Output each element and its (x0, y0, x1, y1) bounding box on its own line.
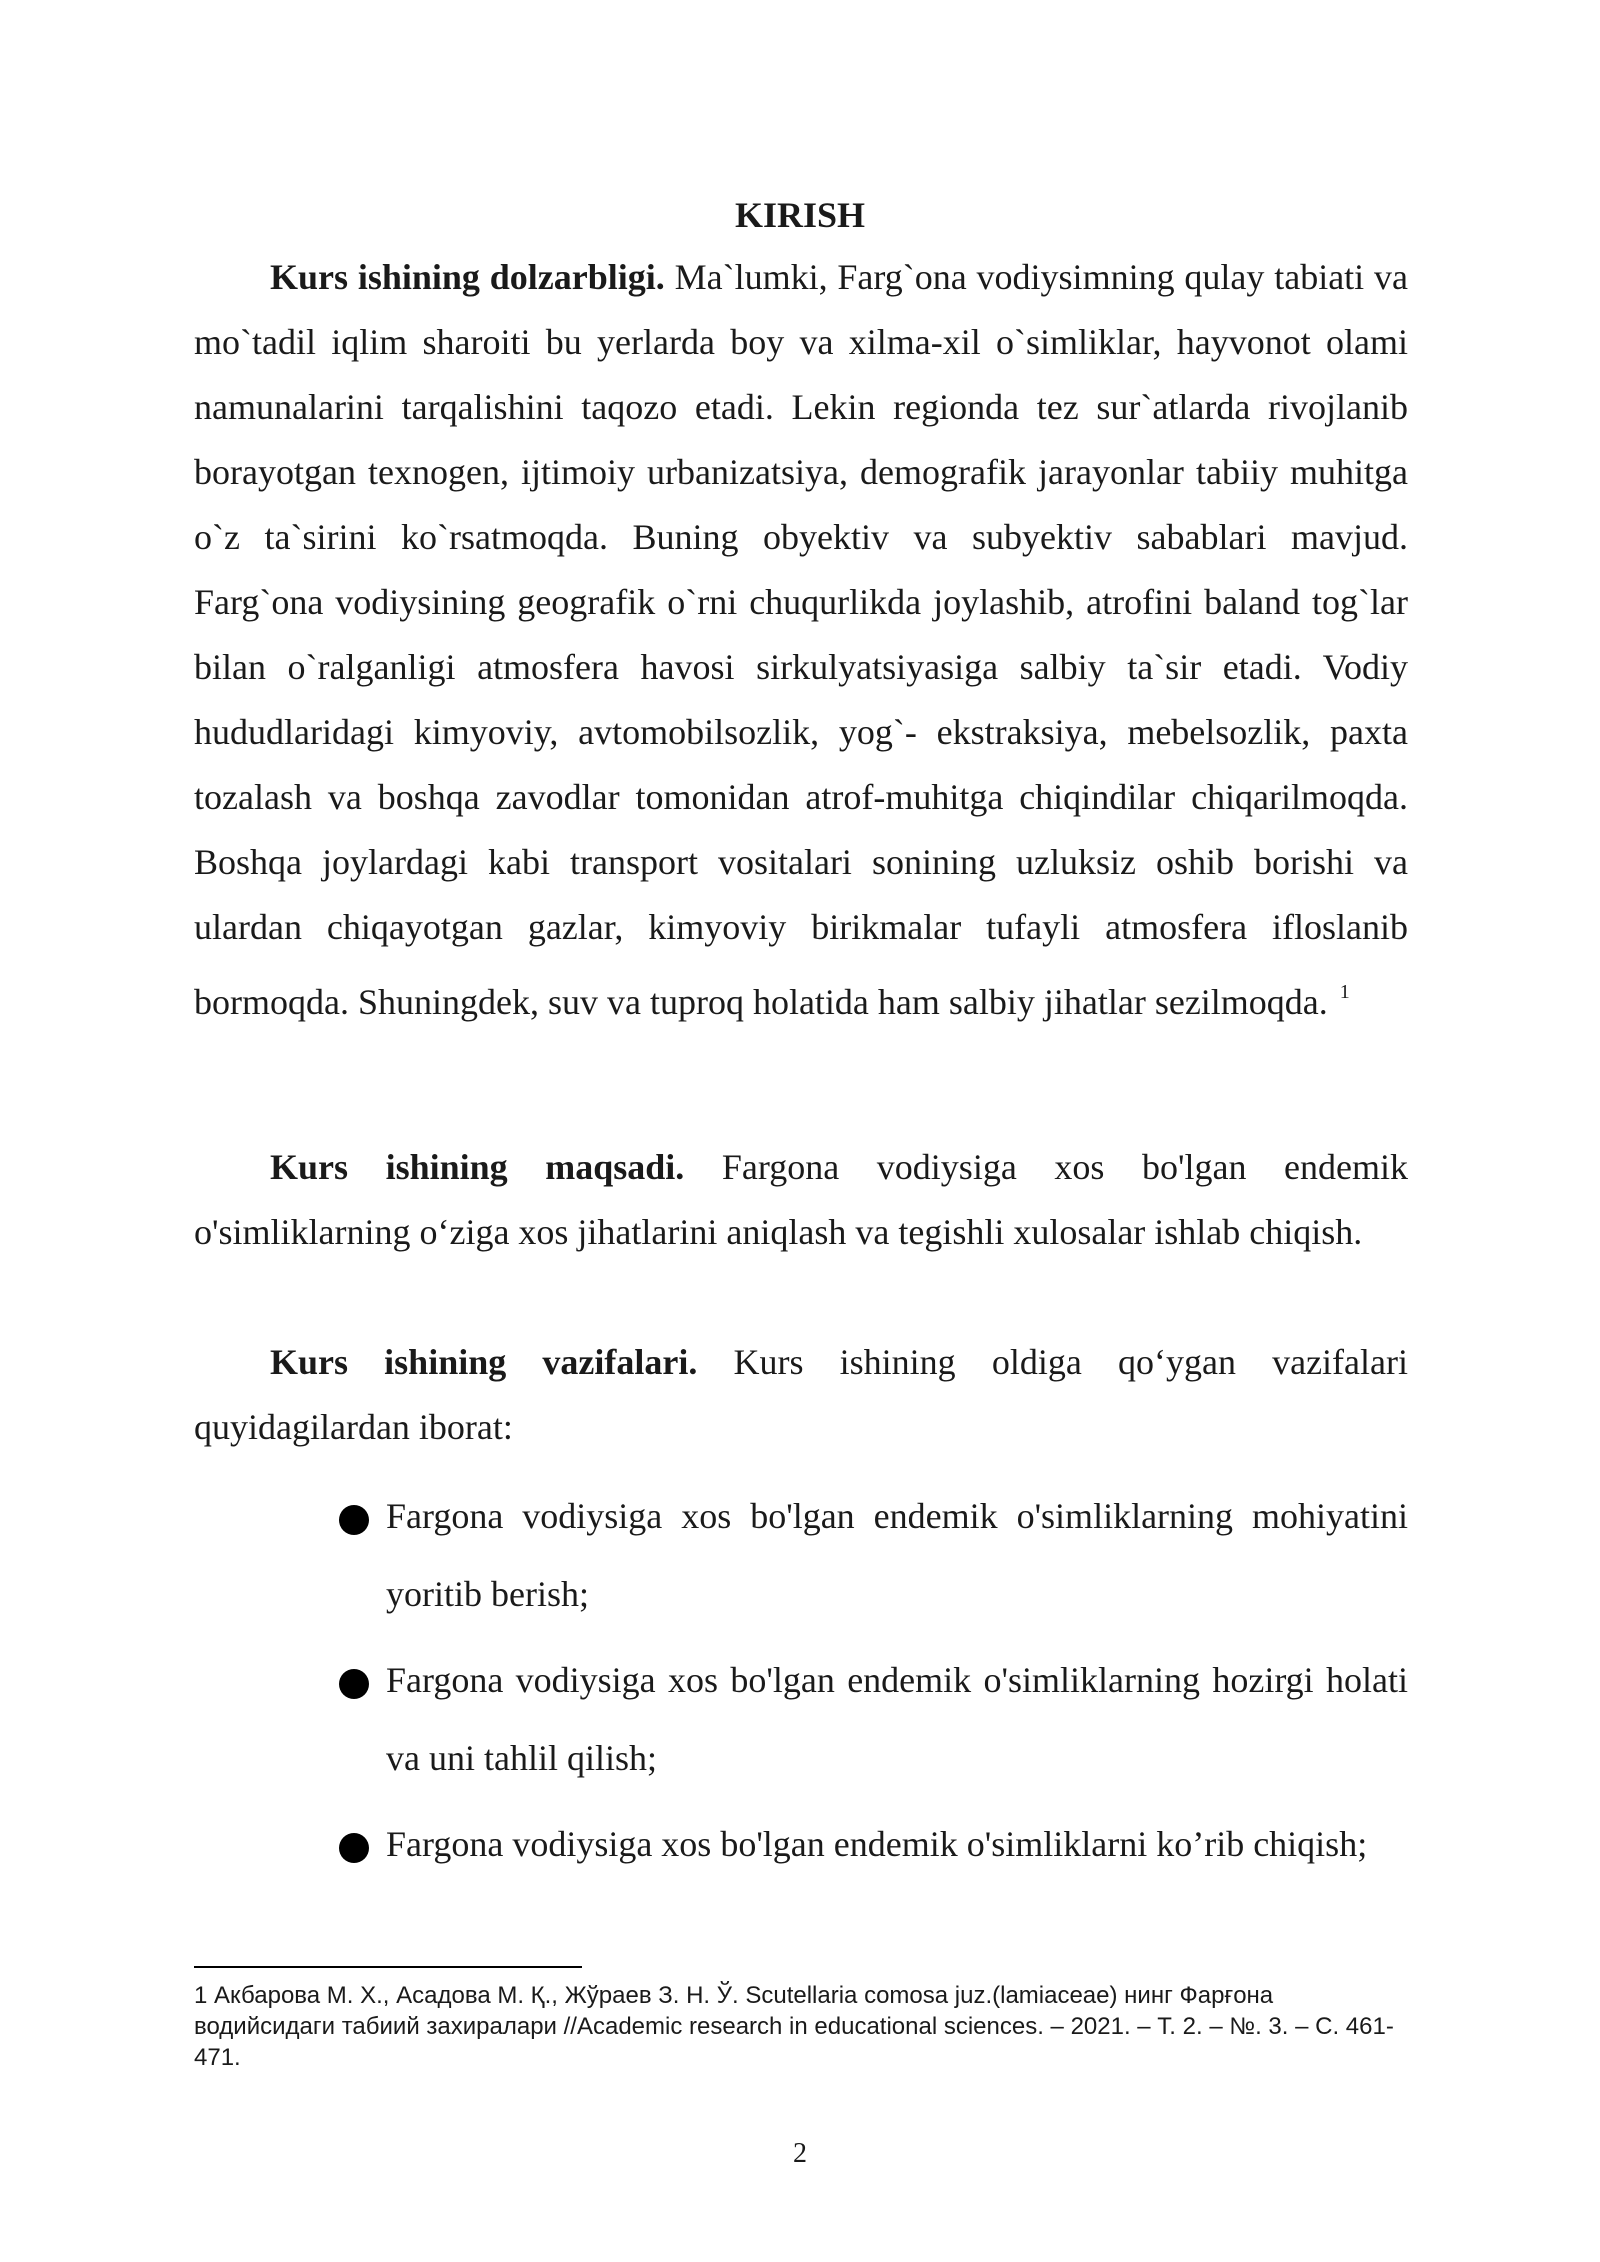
relevance-text: Ma`lumki, Farg`ona vodiysimning qulay tabiati va mo`tadil iqlim sharoiti bu yerlarda boy va xilma-xil o`simliklar, hayvonot olami namunalarini tarqalishini taqozo etadi. Lekin regionda tez sur`atlarda rivojlanib borayotgan texnogen, ijtimoiy urbanizatsiya, demografik jarayonlar tabiiy muhitga o`z ta`sirini ko`rsatmoqda. Buning obyektiv va subyektiv sabablari mavjud. Farg`ona vodiysining geografik o`rni chuqurlikda joylashib, atrofini baland tog`lar bilan o`ralganligi atmosfera havosi sirkulyatsiyasiga salbiy ta`sir etadi. Vodiy hududlaridagi kimyoviy, avtomobilsozlik, yog`- ekstraksiya, mebelsozlik, paxta tozalash va boshqa zavodlar tomonidan atrof-muhitga chiqindilar chiqarilmoqda. Boshqa joylardagi kabi transport vositalari sonining uzluksiz oshib borishi va ulardan chiqayotgan gazlar, kimyoviy birikmalar tufayli atmosfera ifloslanib bormoqda. Shuningdek, suv va tuproq holatida ham salbiy jihatlar sezilmoqda. (194, 257, 1408, 1022)
footnote-text: 1 Акбарова М. Х., Асадова М. Қ., Жўраев З. Н. Ў. Scutellaria comosa juz.(lamiaceae) нинг Фарғона водийсидаги табиий захиралари //Academic research in educational sciences. – 2021. – Т. 2. – №. 3. – С. 461-471. (194, 1982, 1394, 2071)
goal-text: Fargona vodiysiga xos bo'lgan endemik o'simliklarning o‘ziga xos jihatlarini aniqlash va tegishli xulosalar ishlab chiqish. (194, 1147, 1408, 1252)
list-item (336, 1805, 1408, 1883)
tasks-paragraph (194, 1330, 1408, 1460)
footnote-reference[interactable]: 1 (1339, 981, 1350, 1003)
bullet-icon (339, 1669, 369, 1699)
relevance-lead: Kurs ishining dolzarbligi. (270, 257, 665, 297)
relevance-paragraph (194, 245, 1408, 1035)
page-number: 2 (793, 2138, 807, 2169)
tasks-text: Kurs ishining oldiga qo‘ygan vazifalari quyidagilardan iborat: (194, 1342, 1408, 1447)
footnote-separator (194, 1966, 582, 1968)
list-item-text: Fargona vodiysiga xos bo'lgan endemik o'simliklarning hozirgi holati va uni tahlil qilish; (386, 1660, 1408, 1778)
list-item (336, 1641, 1408, 1797)
tasks-list (336, 1477, 1408, 1891)
goal-paragraph (194, 1135, 1408, 1265)
goal-lead: Kurs ishining maqsadi. (270, 1147, 685, 1187)
tasks-lead: Kurs ishining vazifalari. (270, 1342, 698, 1382)
section-heading: KIRISH (734, 195, 866, 235)
list-item-text: Fargona vodiysiga xos bo'lgan endemik o'simliklarni ko’rib chiqish; (386, 1824, 1368, 1864)
list-item (336, 1477, 1408, 1633)
bullet-icon (339, 1833, 369, 1863)
list-item-text: Fargona vodiysiga xos bo'lgan endemik o'simliklarning mohiyatini yoritib berish; (386, 1496, 1408, 1614)
bullet-icon (339, 1505, 369, 1535)
